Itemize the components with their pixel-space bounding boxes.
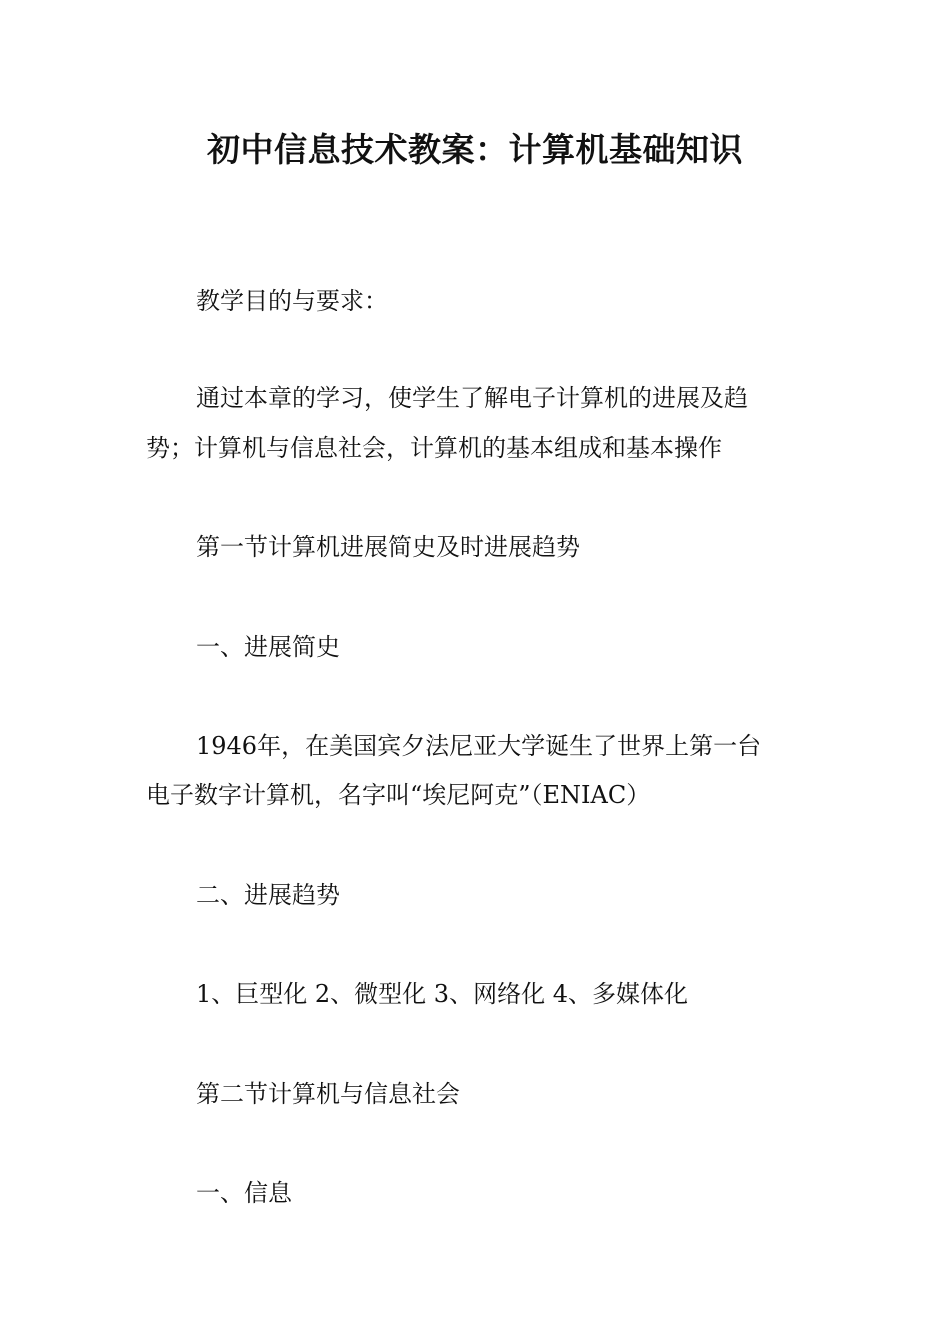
paragraph-eniac-line-2: 电子数字计算机，名字叫“埃尼阿克”（ENIAC） <box>146 781 651 809</box>
trend-list: 1、巨型化 2、微型化 3、网络化 4、多媒体化 <box>196 980 688 1008</box>
subsection-history-heading: 一、进展简史 <box>196 633 340 661</box>
paragraph-objective-line-2: 势；计算机与信息社会，计算机的基本组成和基本操作 <box>146 434 722 462</box>
paragraph-objective-line-1: 通过本章的学习，使学生了解电子计算机的进展及趋 <box>196 384 748 412</box>
section-two-heading: 第二节计算机与信息社会 <box>196 1080 460 1108</box>
document-title: 初中信息技术教案：计算机基础知识 <box>207 130 743 169</box>
paragraph-teaching-goal-heading: 教学目的与要求： <box>196 287 388 315</box>
subsection-trend-heading: 二、进展趋势 <box>196 881 340 909</box>
section-one-heading: 第一节计算机进展简史及时进展趋势 <box>196 533 580 561</box>
subsection-information-heading: 一、信息 <box>196 1179 292 1207</box>
paragraph-eniac-line-1: 1946年，在美国宾夕法尼亚大学诞生了世界上第一台 <box>196 732 762 760</box>
